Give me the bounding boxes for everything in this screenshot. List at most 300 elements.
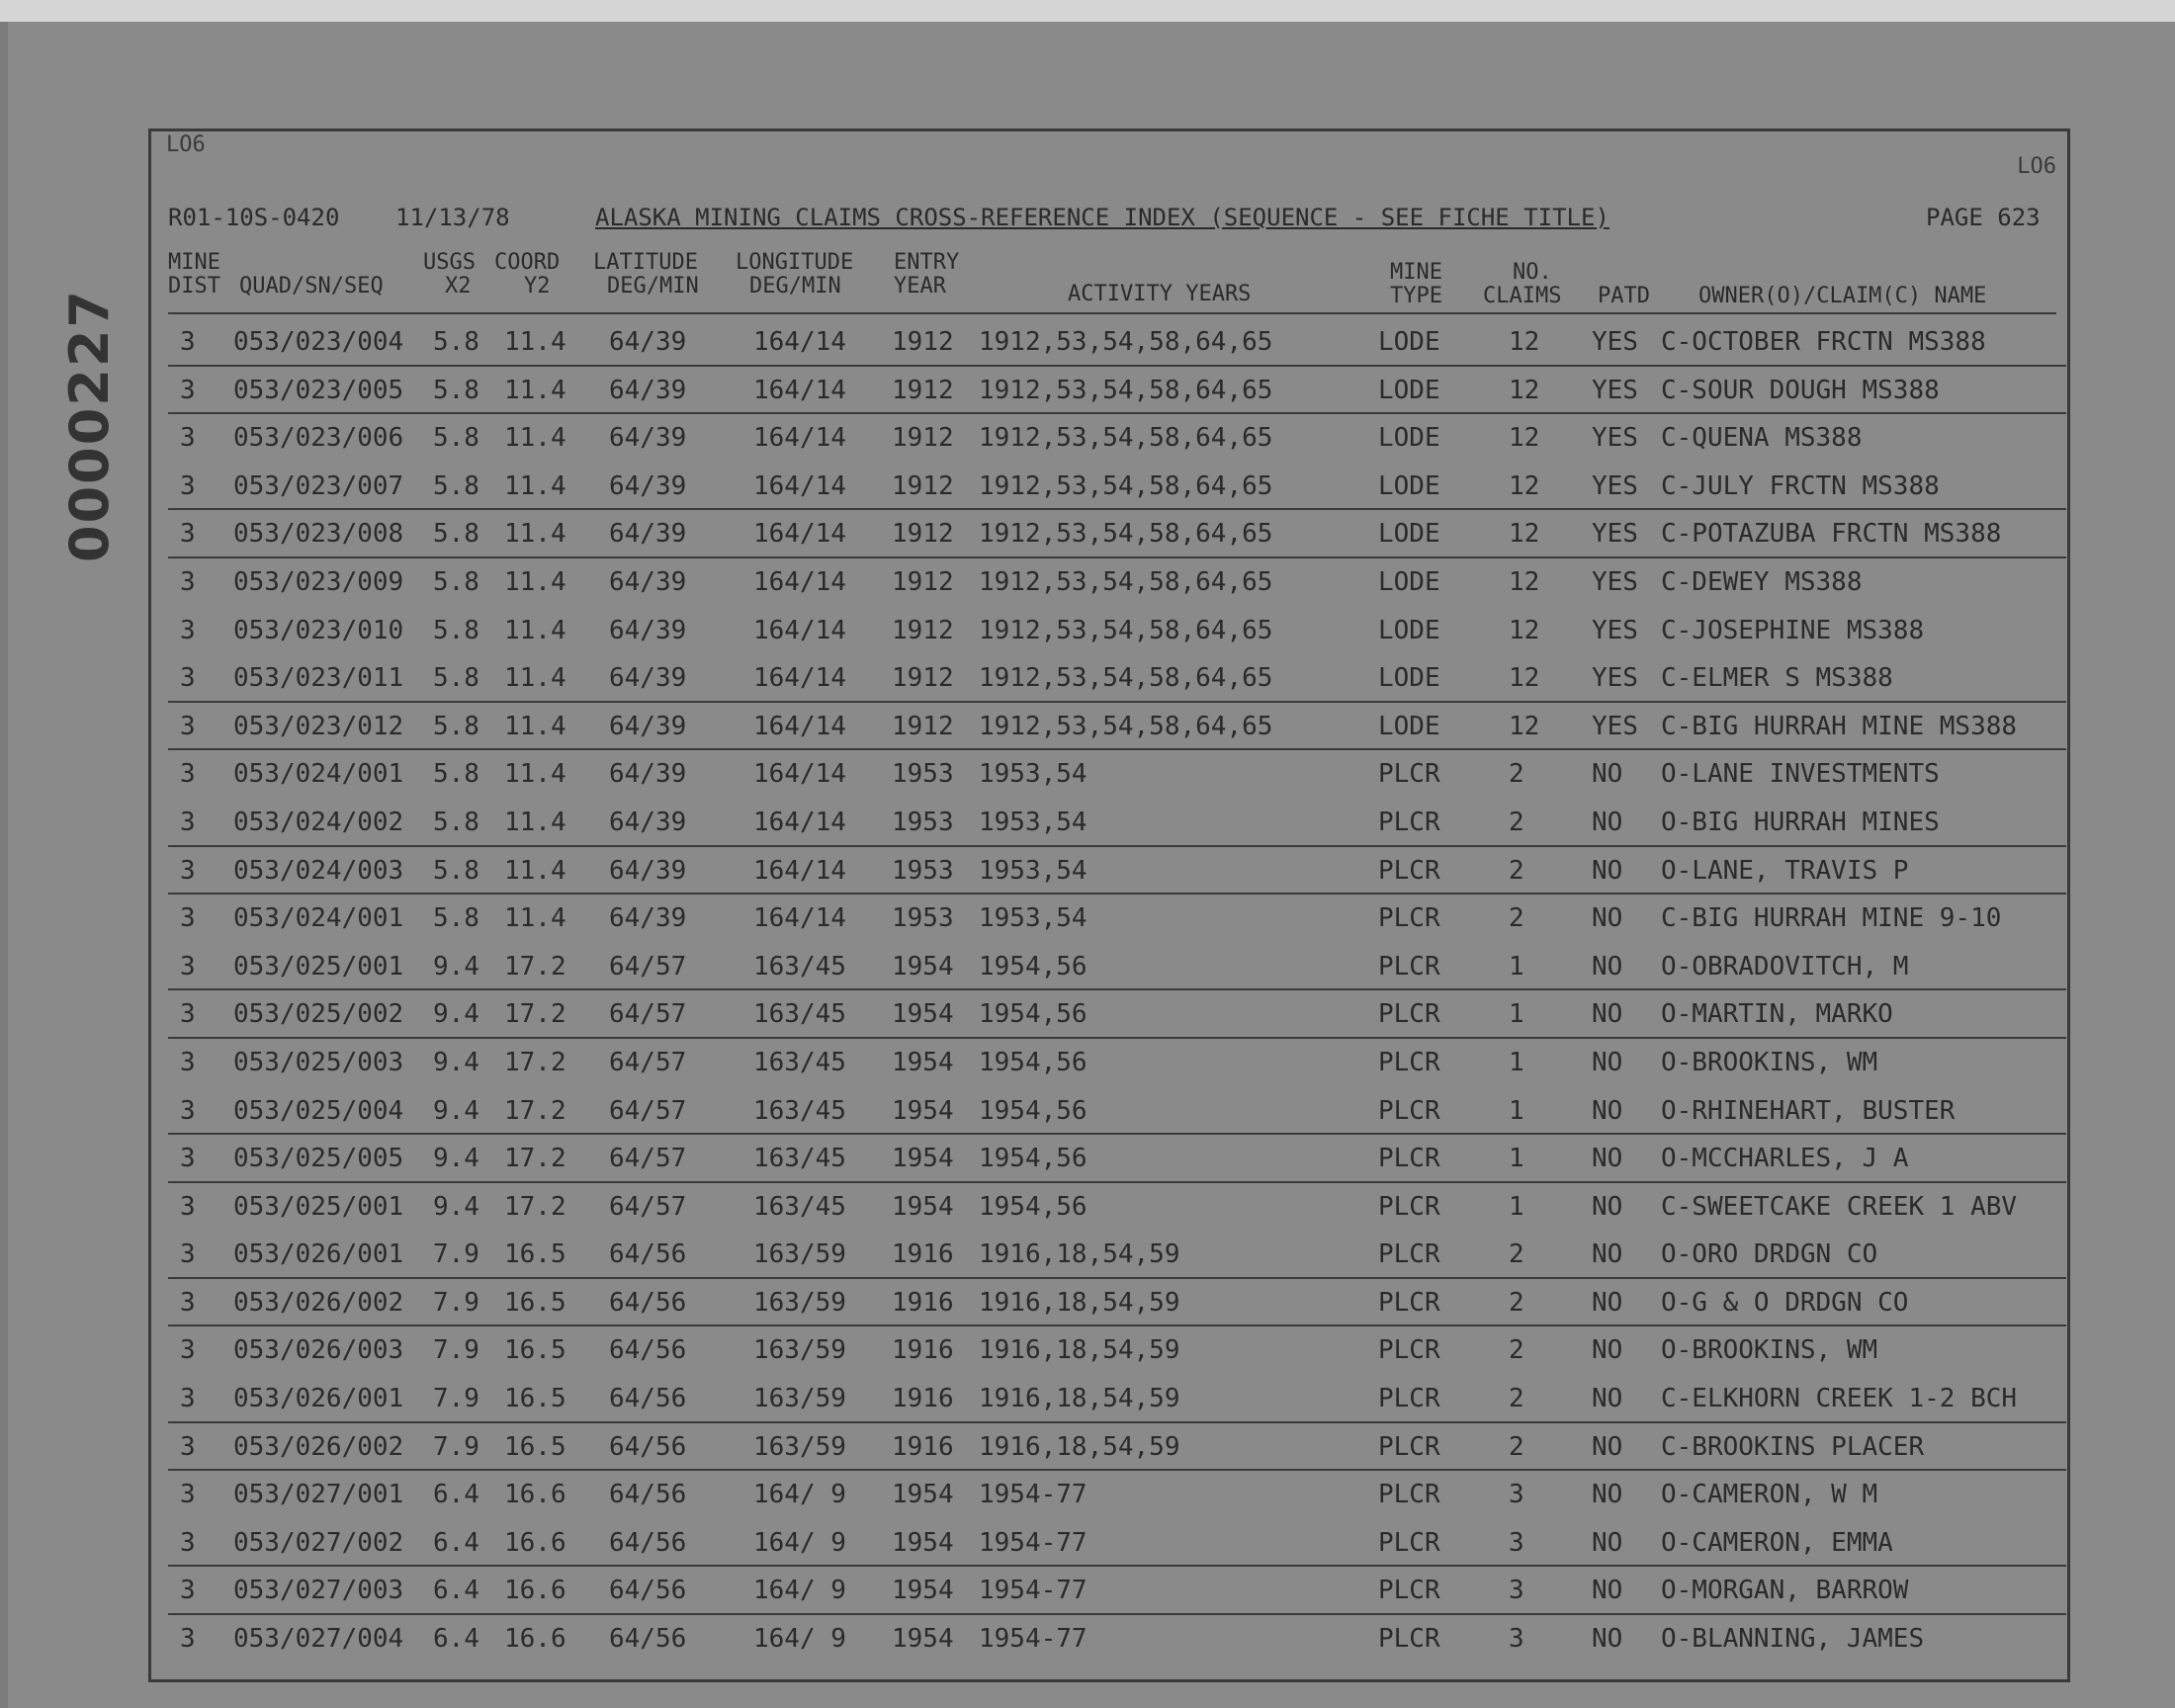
cell-coord-y2: 16.5 <box>504 1239 566 1270</box>
cell-latitude: 64/57 <box>609 1047 687 1077</box>
table-row <box>168 1519 2066 1568</box>
cell-no-claims: 2 <box>1509 855 1524 886</box>
corner-label-top-left: LO6 <box>166 132 206 157</box>
cell-patented: YES <box>1592 663 1638 694</box>
cell-dist: 3 <box>180 807 196 837</box>
cell-mine-type: PLCR <box>1378 903 1440 934</box>
cell-latitude: 64/39 <box>609 423 687 454</box>
cell-quad-seq: 053/023/010 <box>233 615 404 645</box>
cell-usgs-x2: 5.8 <box>433 519 479 550</box>
cell-quad-seq: 053/025/001 <box>233 1191 404 1222</box>
cell-patented: YES <box>1592 375 1638 405</box>
cell-owner-claim-name: O-MCCHARLES, J A <box>1661 1144 1909 1174</box>
cell-longitude: 164/ 9 <box>753 1624 846 1655</box>
cell-mine-type: PLCR <box>1378 1047 1440 1077</box>
cell-no-claims: 2 <box>1509 807 1524 837</box>
cell-owner-claim-name: O-OBRADOVITCH, M <box>1661 951 1909 982</box>
table-row <box>168 847 2066 896</box>
cell-activity-years: 1954,56 <box>979 1144 1088 1174</box>
cell-coord-y2: 16.5 <box>504 1335 566 1366</box>
cell-dist: 3 <box>180 1335 196 1366</box>
cell-longitude: 163/59 <box>753 1384 846 1414</box>
cell-patented: YES <box>1592 519 1638 550</box>
cell-mine-type: LODE <box>1378 711 1440 741</box>
cell-no-claims: 1 <box>1509 951 1524 982</box>
cell-entry-year: 1916 <box>892 1335 954 1366</box>
cell-latitude: 64/39 <box>609 663 687 694</box>
cell-patented: NO <box>1592 1480 1623 1510</box>
cell-patented: NO <box>1592 1047 1623 1077</box>
cell-latitude: 64/39 <box>609 327 687 357</box>
cell-patented: YES <box>1592 566 1638 597</box>
cell-longitude: 164/ 9 <box>753 1480 846 1510</box>
cell-coord-y2: 16.6 <box>504 1576 566 1606</box>
cell-entry-year: 1954 <box>892 1480 954 1510</box>
cell-mine-type: LODE <box>1378 566 1440 597</box>
cell-latitude: 64/39 <box>609 566 687 597</box>
cell-coord-y2: 17.2 <box>504 1095 566 1126</box>
cell-entry-year: 1954 <box>892 1527 954 1558</box>
cell-usgs-x2: 9.4 <box>433 1191 479 1222</box>
header-dist <box>168 251 220 299</box>
cell-owner-claim-name: O-RHINEHART, BUSTER <box>1661 1095 1956 1126</box>
report-title-line <box>168 204 2066 239</box>
cell-entry-year: 1953 <box>892 807 954 837</box>
cell-quad-seq: 053/025/005 <box>233 1144 404 1174</box>
cell-longitude: 163/45 <box>753 1095 846 1126</box>
cell-coord-y2: 17.2 <box>504 1191 566 1222</box>
table-row <box>168 990 2066 1039</box>
cell-longitude: 164/14 <box>753 423 846 454</box>
cell-usgs-x2: 7.9 <box>433 1239 479 1270</box>
cell-dist: 3 <box>180 375 196 405</box>
cell-no-claims: 12 <box>1509 519 1540 550</box>
cell-usgs-x2: 5.8 <box>433 470 479 501</box>
cell-entry-year: 1954 <box>892 1047 954 1077</box>
cell-latitude: 64/57 <box>609 1191 687 1222</box>
cell-coord-y2: 11.4 <box>504 855 566 886</box>
table-row <box>168 1375 2066 1423</box>
cell-activity-years: 1912,53,54,58,64,65 <box>979 711 1273 741</box>
cell-patented: YES <box>1592 470 1638 501</box>
cell-coord-y2: 11.4 <box>504 423 566 454</box>
cell-mine-type: LODE <box>1378 615 1440 645</box>
cell-owner-claim-name: O-CAMERON, W M <box>1661 1480 1878 1510</box>
header-lon-line1: LONGITUDE <box>736 250 854 275</box>
cell-owner-claim-name: C-BROOKINS PLACER <box>1661 1431 1925 1462</box>
cell-entry-year: 1912 <box>892 423 954 454</box>
table-row <box>168 414 2066 463</box>
cell-no-claims: 12 <box>1509 327 1540 357</box>
table-row <box>168 607 2066 655</box>
cell-longitude: 163/45 <box>753 951 846 982</box>
cell-mine-type: LODE <box>1378 470 1440 501</box>
cell-usgs-x2: 5.8 <box>433 423 479 454</box>
cell-no-claims: 1 <box>1509 1144 1524 1174</box>
cell-no-claims: 12 <box>1509 711 1540 741</box>
cell-no-claims: 2 <box>1509 903 1524 934</box>
cell-patented: NO <box>1592 1191 1623 1222</box>
cell-activity-years: 1916,18,54,59 <box>979 1431 1180 1462</box>
cell-quad-seq: 053/025/004 <box>233 1095 404 1126</box>
cell-owner-claim-name: C-JULY FRCTN MS388 <box>1661 470 1940 501</box>
cell-patented: NO <box>1592 1144 1623 1174</box>
cell-activity-years: 1954-77 <box>979 1527 1088 1558</box>
cell-usgs-x2: 7.9 <box>433 1287 479 1318</box>
cell-quad-seq: 053/024/002 <box>233 807 404 837</box>
cell-dist: 3 <box>180 519 196 550</box>
cell-dist: 3 <box>180 1480 196 1510</box>
header-dist-line2: DIST <box>168 274 220 299</box>
cell-owner-claim-name: O-LANE INVESTMENTS <box>1661 759 1940 790</box>
table-row <box>168 1039 2066 1087</box>
cell-mine-type: PLCR <box>1378 1144 1440 1174</box>
cell-latitude: 64/39 <box>609 470 687 501</box>
cell-latitude: 64/39 <box>609 711 687 741</box>
cell-entry-year: 1954 <box>892 1576 954 1606</box>
cell-quad-seq: 053/023/011 <box>233 663 404 694</box>
cell-entry-year: 1916 <box>892 1431 954 1462</box>
cell-dist: 3 <box>180 1384 196 1414</box>
cell-activity-years: 1954,56 <box>979 1191 1088 1222</box>
cell-patented: NO <box>1592 1576 1623 1606</box>
cell-quad-seq: 053/026/001 <box>233 1384 404 1414</box>
cell-longitude: 164/14 <box>753 759 846 790</box>
cell-coord-y2: 16.6 <box>504 1527 566 1558</box>
report-title: ALASKA MINING CLAIMS CROSS-REFERENCE INDEX (SEQUENCE - SEE FICHE TITLE) <box>595 204 1610 231</box>
cell-quad-seq: 053/023/012 <box>233 711 404 741</box>
cell-latitude: 64/56 <box>609 1527 687 1558</box>
header-type-line2: TYPE <box>1390 284 1442 308</box>
cell-quad-seq: 053/026/003 <box>233 1335 404 1366</box>
cell-coord-y2: 16.5 <box>504 1384 566 1414</box>
cell-owner-claim-name: C-DEWEY MS388 <box>1661 566 1863 597</box>
cell-usgs-x2: 6.4 <box>433 1576 479 1606</box>
header-x-line1: USGS <box>423 250 476 275</box>
cell-owner-claim-name: C-BIG HURRAH MINE MS388 <box>1661 711 2018 741</box>
cell-mine-type: PLCR <box>1378 759 1440 790</box>
cell-patented: NO <box>1592 999 1623 1030</box>
header-dist-line1: MINE <box>168 250 220 275</box>
header-y-line1: COORD <box>494 250 561 275</box>
header-year-line2: YEAR <box>894 274 946 299</box>
report-id: R01-10S-0420 <box>168 204 340 231</box>
cell-dist: 3 <box>180 1191 196 1222</box>
cell-dist: 3 <box>180 999 196 1030</box>
cell-no-claims: 2 <box>1509 759 1524 790</box>
table-row <box>168 943 2066 991</box>
cell-no-claims: 3 <box>1509 1480 1524 1510</box>
cell-coord-y2: 11.4 <box>504 566 566 597</box>
claims-table <box>168 318 2066 1664</box>
cell-quad-seq: 053/023/008 <box>233 519 404 550</box>
header-y <box>494 251 560 299</box>
cell-owner-claim-name: O-MORGAN, BARROW <box>1661 1576 1909 1606</box>
cell-quad-seq: 053/024/001 <box>233 903 404 934</box>
cell-activity-years: 1912,53,54,58,64,65 <box>979 327 1273 357</box>
cell-owner-claim-name: C-ELKHORN CREEK 1-2 BCH <box>1661 1384 2018 1414</box>
cell-mine-type: PLCR <box>1378 1335 1440 1366</box>
cell-quad-seq: 053/027/001 <box>233 1480 404 1510</box>
cell-no-claims: 1 <box>1509 999 1524 1030</box>
cell-longitude: 163/59 <box>753 1287 846 1318</box>
cell-no-claims: 2 <box>1509 1239 1524 1270</box>
cell-entry-year: 1954 <box>892 1624 954 1655</box>
cell-longitude: 164/14 <box>753 711 846 741</box>
cell-no-claims: 1 <box>1509 1095 1524 1126</box>
table-row <box>168 1135 2066 1183</box>
cell-owner-claim-name: O-LANE, TRAVIS P <box>1661 855 1909 886</box>
cell-quad-seq: 053/024/001 <box>233 759 404 790</box>
cell-activity-years: 1916,18,54,59 <box>979 1239 1180 1270</box>
cell-mine-type: PLCR <box>1378 1576 1440 1606</box>
cell-coord-y2: 11.4 <box>504 519 566 550</box>
cell-no-claims: 12 <box>1509 375 1540 405</box>
cell-activity-years: 1953,54 <box>979 759 1088 790</box>
table-row <box>168 558 2066 607</box>
cell-owner-claim-name: C-OCTOBER FRCTN MS388 <box>1661 327 1986 357</box>
cell-activity-years: 1916,18,54,59 <box>979 1287 1180 1318</box>
cell-usgs-x2: 5.8 <box>433 663 479 694</box>
cell-entry-year: 1912 <box>892 519 954 550</box>
cell-dist: 3 <box>180 1239 196 1270</box>
cell-owner-claim-name: O-BROOKINS, WM <box>1661 1335 1878 1366</box>
cell-quad-seq: 053/027/004 <box>233 1624 404 1655</box>
cell-activity-years: 1953,54 <box>979 903 1088 934</box>
header-rule <box>168 312 2056 314</box>
cell-quad-seq: 053/023/005 <box>233 375 404 405</box>
cell-longitude: 163/59 <box>753 1335 846 1366</box>
table-row <box>168 799 2066 847</box>
cell-dist: 3 <box>180 1095 196 1126</box>
cell-entry-year: 1916 <box>892 1239 954 1270</box>
cell-owner-claim-name: O-MARTIN, MARKO <box>1661 999 1893 1030</box>
cell-patented: YES <box>1592 711 1638 741</box>
table-row <box>168 895 2066 943</box>
header-lat <box>593 251 699 299</box>
corner-label-top-right: LO6 <box>2017 154 2056 179</box>
table-row <box>168 1471 2066 1519</box>
cell-usgs-x2: 7.9 <box>433 1384 479 1414</box>
table-row <box>168 654 2066 703</box>
header-quad: QUAD/SN/SEQ <box>239 274 384 299</box>
cell-dist: 3 <box>180 711 196 741</box>
cell-longitude: 163/45 <box>753 1047 846 1077</box>
cell-patented: NO <box>1592 855 1623 886</box>
cell-usgs-x2: 6.4 <box>433 1624 479 1655</box>
table-row <box>168 1423 2066 1472</box>
cell-mine-type: PLCR <box>1378 1191 1440 1222</box>
cell-owner-claim-name: C-ELMER S MS388 <box>1661 663 1893 694</box>
cell-dist: 3 <box>180 423 196 454</box>
cell-usgs-x2: 5.8 <box>433 807 479 837</box>
cell-mine-type: PLCR <box>1378 1095 1440 1126</box>
cell-longitude: 163/59 <box>753 1431 846 1462</box>
cell-dist: 3 <box>180 1431 196 1462</box>
cell-entry-year: 1912 <box>892 615 954 645</box>
cell-dist: 3 <box>180 903 196 934</box>
cell-longitude: 164/14 <box>753 519 846 550</box>
cell-no-claims: 3 <box>1509 1527 1524 1558</box>
cell-usgs-x2: 5.8 <box>433 855 479 886</box>
cell-mine-type: LODE <box>1378 375 1440 405</box>
cell-longitude: 163/45 <box>753 999 846 1030</box>
cell-no-claims: 12 <box>1509 566 1540 597</box>
cell-patented: NO <box>1592 1239 1623 1270</box>
cell-usgs-x2: 6.4 <box>433 1527 479 1558</box>
fiche-number <box>49 288 129 562</box>
cell-owner-claim-name: C-QUENA MS388 <box>1661 423 1863 454</box>
cell-latitude: 64/56 <box>609 1239 687 1270</box>
cell-latitude: 64/39 <box>609 615 687 645</box>
cell-no-claims: 3 <box>1509 1576 1524 1606</box>
cell-patented: NO <box>1592 1335 1623 1366</box>
table-row <box>168 510 2066 558</box>
cell-coord-y2: 17.2 <box>504 999 566 1030</box>
cell-longitude: 164/ 9 <box>753 1527 846 1558</box>
cell-latitude: 64/56 <box>609 1384 687 1414</box>
cell-latitude: 64/39 <box>609 519 687 550</box>
cell-entry-year: 1954 <box>892 1144 954 1174</box>
table-row <box>168 1279 2066 1327</box>
cell-usgs-x2: 5.8 <box>433 566 479 597</box>
cell-entry-year: 1912 <box>892 566 954 597</box>
column-headers <box>168 251 2066 310</box>
cell-dist: 3 <box>180 759 196 790</box>
cell-coord-y2: 11.4 <box>504 327 566 357</box>
cell-owner-claim-name: C-BIG HURRAH MINE 9-10 <box>1661 903 2002 934</box>
cell-entry-year: 1953 <box>892 903 954 934</box>
cell-mine-type: LODE <box>1378 423 1440 454</box>
cell-owner-claim-name: O-G & O DRDGN CO <box>1661 1287 1909 1318</box>
cell-coord-y2: 16.5 <box>504 1287 566 1318</box>
cell-owner-claim-name: C-POTAZUBA FRCTN MS388 <box>1661 519 2002 550</box>
cell-patented: NO <box>1592 759 1623 790</box>
header-claims <box>1483 261 1561 308</box>
cell-latitude: 64/39 <box>609 759 687 790</box>
cell-entry-year: 1954 <box>892 1191 954 1222</box>
cell-no-claims: 3 <box>1509 1624 1524 1655</box>
cell-coord-y2: 11.4 <box>504 375 566 405</box>
cell-no-claims: 12 <box>1509 423 1540 454</box>
cell-activity-years: 1916,18,54,59 <box>979 1335 1180 1366</box>
cell-activity-years: 1953,54 <box>979 855 1088 886</box>
header-lon <box>736 251 853 299</box>
cell-activity-years: 1912,53,54,58,64,65 <box>979 566 1273 597</box>
header-y-line2: Y2 <box>524 274 551 299</box>
cell-quad-seq: 053/027/002 <box>233 1527 404 1558</box>
header-type <box>1390 261 1442 308</box>
cell-quad-seq: 053/023/006 <box>233 423 404 454</box>
cell-patented: NO <box>1592 1624 1623 1655</box>
cell-activity-years: 1912,53,54,58,64,65 <box>979 615 1273 645</box>
cell-owner-claim-name: C-SWEETCAKE CREEK 1 ABV <box>1661 1191 2018 1222</box>
cell-activity-years: 1954-77 <box>979 1576 1088 1606</box>
cell-entry-year: 1912 <box>892 327 954 357</box>
cell-quad-seq: 053/025/003 <box>233 1047 404 1077</box>
cell-activity-years: 1912,53,54,58,64,65 <box>979 423 1273 454</box>
report-date: 11/13/78 <box>395 204 510 231</box>
cell-quad-seq: 053/026/002 <box>233 1287 404 1318</box>
cell-entry-year: 1912 <box>892 470 954 501</box>
cell-longitude: 164/14 <box>753 855 846 886</box>
cell-usgs-x2: 9.4 <box>433 1144 479 1174</box>
cell-patented: YES <box>1592 423 1638 454</box>
cell-latitude: 64/39 <box>609 375 687 405</box>
cell-usgs-x2: 7.9 <box>433 1431 479 1462</box>
cell-mine-type: PLCR <box>1378 1480 1440 1510</box>
fiche-number-text: 0000227 <box>57 288 121 562</box>
cell-dist: 3 <box>180 470 196 501</box>
header-x-line2: X2 <box>445 274 472 299</box>
cell-owner-claim-name: C-SOUR DOUGH MS388 <box>1661 375 1940 405</box>
cell-dist: 3 <box>180 1144 196 1174</box>
cell-coord-y2: 17.2 <box>504 1047 566 1077</box>
cell-entry-year: 1912 <box>892 375 954 405</box>
cell-dist: 3 <box>180 327 196 357</box>
cell-quad-seq: 053/023/007 <box>233 470 404 501</box>
cell-coord-y2: 11.4 <box>504 807 566 837</box>
cell-patented: NO <box>1592 1527 1623 1558</box>
cell-no-claims: 2 <box>1509 1287 1524 1318</box>
cell-entry-year: 1954 <box>892 999 954 1030</box>
cell-entry-year: 1916 <box>892 1384 954 1414</box>
cell-dist: 3 <box>180 1624 196 1655</box>
cell-longitude: 164/14 <box>753 375 846 405</box>
cell-latitude: 64/57 <box>609 1144 687 1174</box>
table-row <box>168 367 2066 415</box>
table-row <box>168 318 2066 367</box>
cell-mine-type: PLCR <box>1378 951 1440 982</box>
table-row <box>168 1567 2066 1615</box>
cell-quad-seq: 053/025/002 <box>233 999 404 1030</box>
cell-latitude: 64/57 <box>609 951 687 982</box>
cell-mine-type: PLCR <box>1378 1239 1440 1270</box>
cell-coord-y2: 11.4 <box>504 711 566 741</box>
cell-longitude: 163/59 <box>753 1239 846 1270</box>
header-patd: PATD <box>1598 284 1650 308</box>
cell-patented: YES <box>1592 327 1638 357</box>
table-row <box>168 1087 2066 1136</box>
cell-mine-type: PLCR <box>1378 1384 1440 1414</box>
cell-dist: 3 <box>180 663 196 694</box>
cell-longitude: 164/14 <box>753 663 846 694</box>
cell-owner-claim-name: C-JOSEPHINE MS388 <box>1661 615 1925 645</box>
table-row <box>168 463 2066 511</box>
cell-usgs-x2: 5.8 <box>433 711 479 741</box>
cell-usgs-x2: 6.4 <box>433 1480 479 1510</box>
cell-coord-y2: 16.5 <box>504 1431 566 1462</box>
cell-usgs-x2: 5.8 <box>433 615 479 645</box>
cell-entry-year: 1912 <box>892 711 954 741</box>
table-row <box>168 1326 2066 1375</box>
cell-patented: NO <box>1592 903 1623 934</box>
header-lat-line2: DEG/MIN <box>607 274 699 299</box>
cell-longitude: 164/14 <box>753 807 846 837</box>
cell-activity-years: 1954,56 <box>979 1095 1088 1126</box>
cell-activity-years: 1912,53,54,58,64,65 <box>979 470 1273 501</box>
cell-patented: NO <box>1592 807 1623 837</box>
table-row <box>168 1231 2066 1279</box>
cell-dist: 3 <box>180 615 196 645</box>
cell-activity-years: 1916,18,54,59 <box>979 1384 1180 1414</box>
cell-activity-years: 1954-77 <box>979 1624 1088 1655</box>
cell-usgs-x2: 5.8 <box>433 759 479 790</box>
cell-usgs-x2: 7.9 <box>433 1335 479 1366</box>
cell-activity-years: 1954,56 <box>979 951 1088 982</box>
cell-latitude: 64/56 <box>609 1624 687 1655</box>
cell-owner-claim-name: O-CAMERON, EMMA <box>1661 1527 1893 1558</box>
